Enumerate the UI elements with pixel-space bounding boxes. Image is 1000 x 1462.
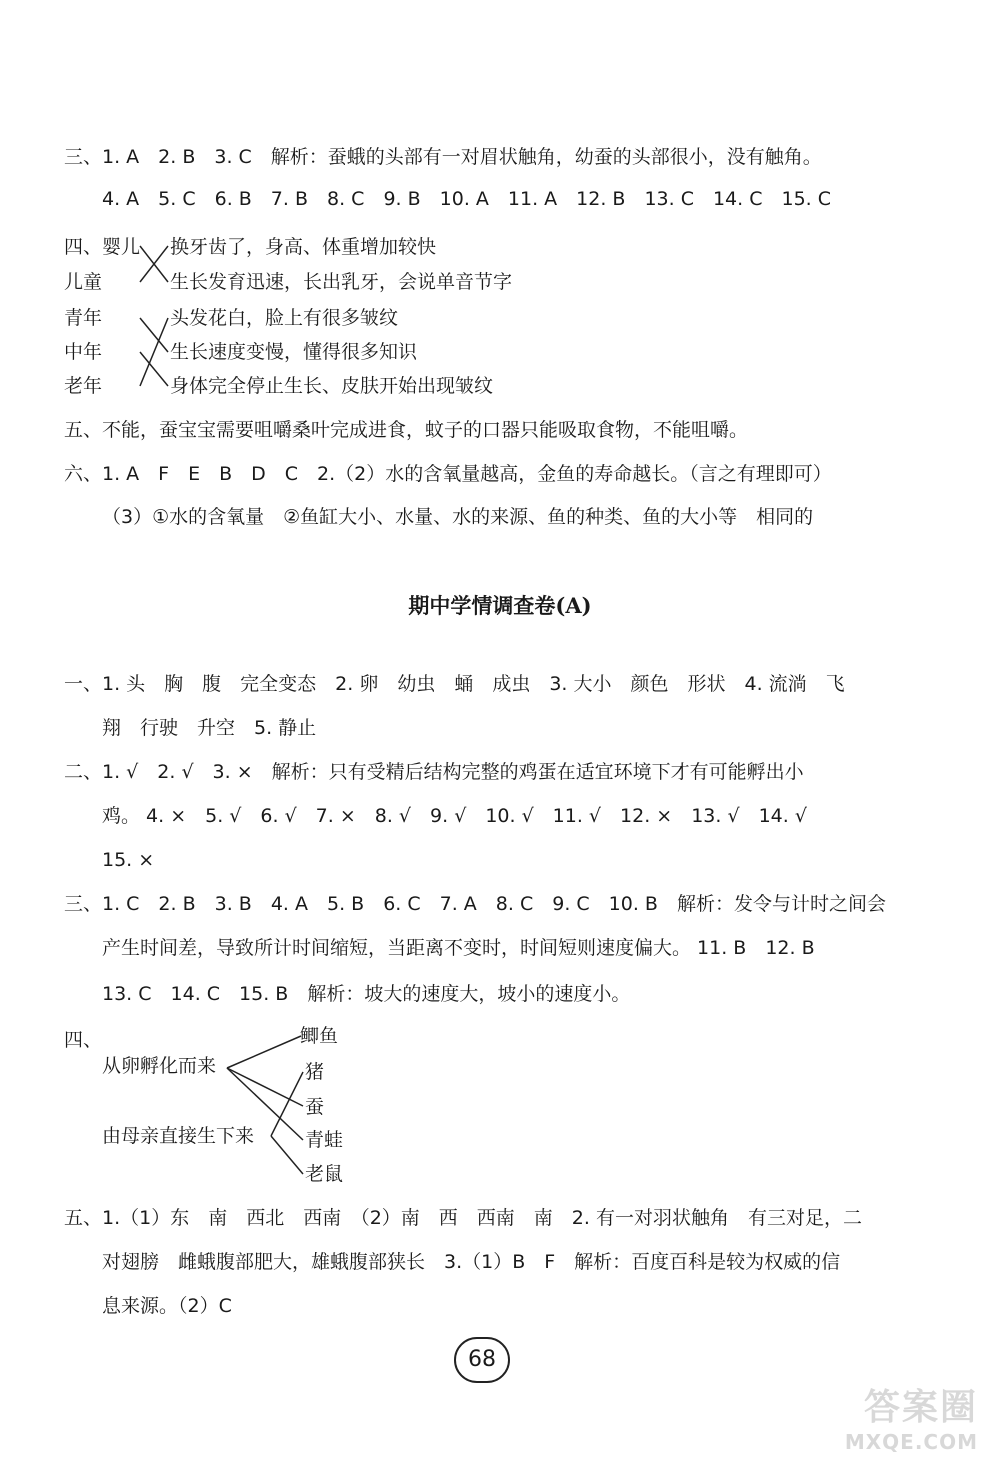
- connector-line: [227, 1068, 303, 1140]
- watermark-logo: [845, 1379, 978, 1454]
- exam-yi-line-1: 一、1. 头 胸 腹 完全变态 2. 卵 幼虫 蛹 成虫 3. 大小 颜色 形状 4. 流淌 飞: [64, 673, 845, 695]
- connector-line: [140, 318, 168, 386]
- exam-er-line-2: 鸡。 4. × 5. √ 6. √ 7. × 8. √ 9. √ 10. √ 11. √ 12. × 13. √ 14. √: [102, 805, 807, 827]
- connector-line: [227, 1068, 303, 1106]
- page-number: 68: [454, 1337, 510, 1383]
- san-top-line-1: 三、1. A 2. B 3. C 解析：蚕蛾的头部有一对眉状触角，幼蚕的头部很小，没有触角。: [64, 146, 822, 168]
- exam-wu-line-2: 对翅膀 雌蛾腹部肥大，雄蛾腹部狭长 3.（1）B F 解析：百度百科是较为权威的信: [102, 1251, 841, 1273]
- si-top-left-1: 婴儿: [102, 236, 141, 258]
- si-top-right-3: 头发花白，脸上有很多皱纹: [170, 307, 399, 329]
- connector-line: [227, 1036, 301, 1068]
- exam-si-connector-lines: [225, 1030, 315, 1180]
- connector-line: [140, 352, 168, 386]
- exam-er-line-1: 二、1. √ 2. √ 3. × 解析：只有受精后结构完整的鸡蛋在适宜环境下才有可能孵出小: [64, 761, 804, 783]
- exam-er-line-3: 15. ×: [102, 849, 155, 871]
- si-top-connector-lines: [138, 234, 172, 399]
- si-top-prefix: 四、: [64, 236, 103, 258]
- exam-san-line-3: 13. C 14. C 15. B 解析：坡大的速度大，坡小的速度小。: [102, 983, 631, 1005]
- exam-title: 期中学情调查卷(A): [408, 593, 592, 618]
- exam-si-prefix: 四、: [64, 1029, 103, 1051]
- san-top-line-2: 4. A 5. C 6. B 7. B 8. C 9. B 10. A 11. A 12. B 13. C 14. C 15. C: [102, 188, 832, 210]
- si-top-left-2: 儿童: [64, 271, 103, 293]
- si-top-right-4: 生长速度变慢，懂得很多知识: [170, 341, 418, 363]
- exam-si-right-1: 鲫鱼: [300, 1025, 339, 1047]
- exam-si-left-1: 从卵孵化而来: [102, 1055, 217, 1077]
- connector-line: [271, 1136, 303, 1174]
- si-top-left-4: 中年: [64, 341, 103, 363]
- si-top-left-3: 青年: [64, 307, 103, 329]
- liu-top-line-1: 六、1. A F E B D C 2.（2）水的含氧量越高，金鱼的寿命越长。（言之有理即可）: [64, 463, 832, 485]
- si-top-right-5: 身体完全停止生长、皮肤开始出现皱纹: [170, 375, 494, 397]
- exam-si-right-4: 青蛙: [305, 1129, 344, 1151]
- exam-san-line-1: 三、1. C 2. B 3. B 4. A 5. B 6. C 7. A 8. C 9. C 10. B 解析：发令与计时之间会: [64, 893, 886, 915]
- liu-top-line-2: （3）①水的含氧量 ②鱼缸大小、水量、水的来源、鱼的种类、鱼的大小等 相同的: [102, 506, 814, 528]
- exam-si-right-5: 老鼠: [305, 1163, 344, 1185]
- si-top-right-1: 换牙齿了，身高、体重增加较快: [170, 236, 437, 258]
- watermark-top: 答案圈: [863, 1387, 978, 1428]
- connector-line: [140, 318, 168, 352]
- wu-top-line: 五、不能，蚕宝宝需要咀嚼桑叶完成进食，蚊子的口器只能吸取食物，不能咀嚼。: [64, 419, 749, 441]
- exam-si-left-2: 由母亲直接生下来: [102, 1125, 255, 1147]
- si-top-right-2: 生长发育迅速，长出乳牙，会说单音节字: [170, 271, 513, 293]
- exam-yi-line-2: 翔 行驶 升空 5. 静止: [102, 717, 317, 739]
- exam-wu-line-3: 息来源。（2）C: [102, 1295, 232, 1317]
- exam-wu-line-1: 五、1.（1）东 南 西北 西南 （2）南 西 西南 南 2. 有一对羽状触角 有三对足，二: [64, 1207, 862, 1229]
- si-top-left-5: 老年: [64, 375, 103, 397]
- watermark-bottom: MXQE.COM: [844, 1430, 978, 1454]
- exam-san-line-2: 产生时间差，导致所计时间缩短，当距离不变时，时间短则速度偏大。 11. B 12. B: [102, 937, 815, 959]
- exam-si-right-2: 猪: [305, 1061, 325, 1083]
- exam-si-right-3: 蚕: [305, 1096, 325, 1118]
